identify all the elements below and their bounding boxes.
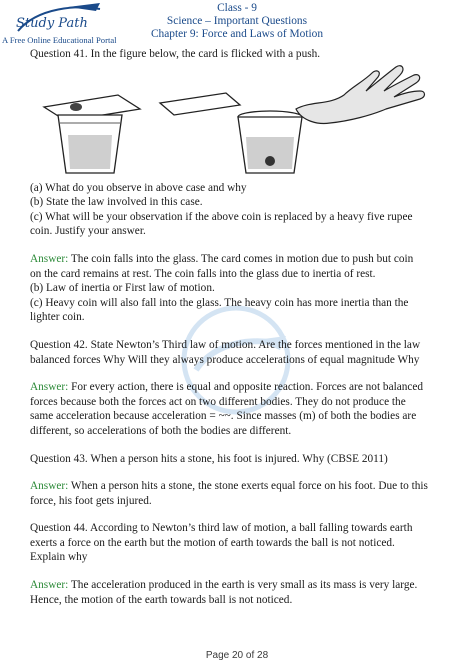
question-label: Question 41.: [30, 48, 88, 60]
glass-with-card-illustration: [44, 95, 140, 173]
answer-42-line2: forces because both the forces act on two different bodies. They do not produce the: [30, 395, 406, 408]
question-text: In the figure below, the card is flicked with a push.: [87, 48, 321, 60]
question-label: Question 43.: [30, 452, 88, 465]
class-label: Class - 9: [217, 2, 257, 14]
answer-41-line1: Answer: The coin falls into the glass. The card comes in motion due to push but coin: [30, 252, 414, 265]
question-41-part-a: (a) What do you observe in above case and why: [30, 181, 247, 194]
question-43: Question 43. When a person hits a stone, his foot is injured. Why (CBSE 2011): [30, 452, 388, 465]
logo-tagline: A Free Online Educational Portal: [2, 35, 117, 45]
flicked-card-illustration: [160, 93, 240, 115]
answer-42-line4: different, so accelerations of both the bodies are different.: [30, 424, 292, 437]
question-42-line2: balanced forces Why Will they always produce accelerations of equal magnitude Why: [30, 353, 420, 366]
chapter-label: Chapter 9: Force and Laws of Motion: [150, 28, 324, 41]
answer-43-line2: force, his foot gets injured.: [30, 494, 152, 507]
answer-label: Answer:: [30, 579, 69, 592]
question-41-part-c-line2: coin. Justify your answer.: [30, 225, 146, 238]
page-content: [30, 47, 450, 607]
card-coin-figure: [30, 65, 450, 175]
question-41-part-b: (b) State the law involved in this case.: [30, 196, 203, 209]
question-42: Question 42. State Newton’s Third law of motion. Are the forces mentioned in the law: [30, 338, 421, 351]
answer-44-line2: Hence, the motion of the earth towards ball is not noticed.: [30, 593, 293, 606]
page-header: [0, 0, 474, 44]
glass-with-coin-illustration: [238, 111, 302, 173]
question-label: Question 42.: [30, 338, 88, 351]
subject-label: Science – Important Questions: [166, 15, 308, 28]
answer-label: Answer:: [30, 480, 69, 493]
answer-43-line1: Answer: When a person hits a stone, the stone exerts equal force on his foot. Due to this: [30, 480, 428, 493]
answer-42-line1: Answer: For every action, there is equal and opposite reaction. Forces are not balanced: [30, 381, 424, 394]
question-44-line2: exerts a force on the earth but the motion of earth towards the ball is not noticed.: [30, 536, 395, 549]
study-path-logo: [2, 1, 120, 45]
pen-logo-icon: [8, 1, 108, 37]
answer-42-line3: same acceleration because acceleration = ~~. Since masses (m) of both the bodies are: [30, 410, 417, 423]
answer-41-line5: lighter coin.: [30, 311, 85, 324]
question-44-line3: Explain why: [30, 551, 88, 564]
flicking-hand-illustration: [296, 65, 425, 123]
question-44: Question 44. According to Newton’s third law of motion, a ball falling towards earth: [30, 522, 413, 535]
svg-text:Study Path: Study Path: [16, 16, 88, 31]
answer-41-line2: on the card remains at rest. The coin falls into the glass due to inertia of rest.: [30, 267, 376, 280]
question-41: [30, 47, 450, 62]
answer-41-line4: (c) Heavy coin will also fall into the glass. The heavy coin has more inertia than the: [30, 296, 409, 309]
question-label: Question 44.: [30, 522, 88, 535]
answer-label: Answer:: [30, 252, 69, 265]
answer-44-line1: Answer: The acceleration produced in the earth is very small as its mass is very large.: [30, 579, 418, 592]
answer-41-line3: (b) Law of inertia or First law of motion.: [30, 282, 215, 295]
question-41-part-c-line1: (c) What will be your observation if the above coin is replaced by a heavy five rupee: [30, 210, 413, 223]
answer-label: Answer:: [30, 381, 69, 394]
header-titles: [130, 2, 344, 42]
page-number: Page 20 of 28: [205, 650, 269, 661]
